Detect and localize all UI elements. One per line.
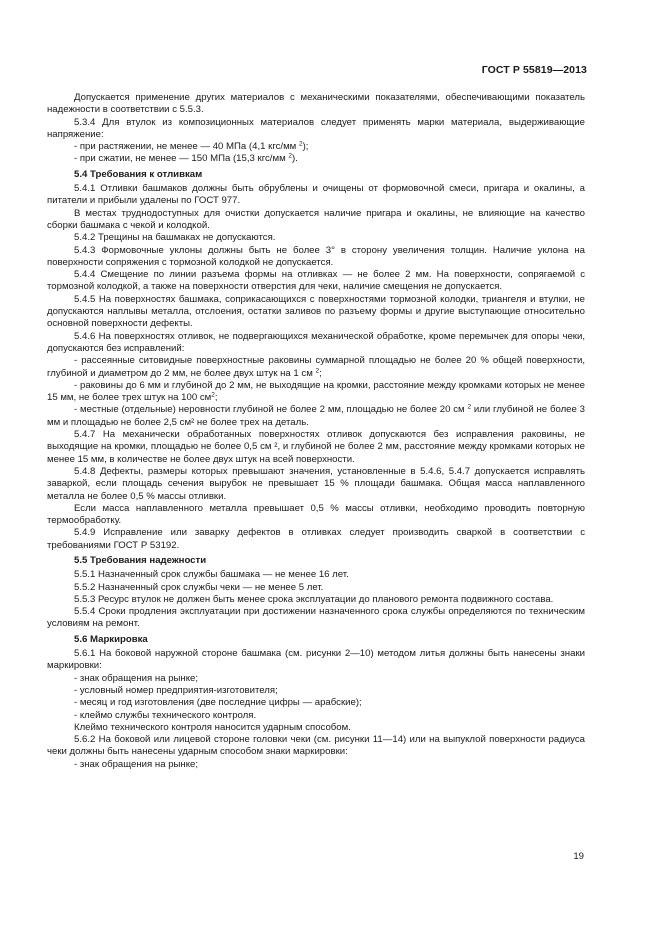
text-run: 5.6.1 На боковой наружной стороне башмака (см. рисунки 2—10) методом литья должны быть нанесены знаки маркировки:: [47, 648, 585, 672]
paragraph: [47, 503, 585, 528]
list-item: [47, 380, 585, 405]
text-run: 5.4.2 Трещины на башмаках не допускаются.: [74, 232, 276, 244]
text-run: - знак обращения на рынке;: [74, 672, 199, 684]
text-run-tail: ;: [214, 392, 218, 404]
paragraph: [47, 208, 585, 233]
paragraph: [47, 331, 585, 356]
paragraph: [47, 594, 585, 606]
text-run: 5.5 Требования надежности: [74, 554, 207, 566]
text-run: - клеймо службы технического контроля.: [74, 709, 257, 721]
list-item: [47, 355, 585, 380]
text-run: 5.6.2 На боковой или лицевой стороне головки чеки (см. рисунки 11—14) или на выпуклой поверхности радиуса чеки должны быть нанесены ударным способом знаки маркировки:: [47, 734, 585, 758]
text-run: 5.4.8 Дефекты, размеры которых превышают значения, установленные в 5.4.6, 5.4.7 допускается исправлять заваркой, если площадь сечения вырубок не превышает 15 % площади башмака. Общая масса наплавленного металла не более 0,5 % массы отливки.: [47, 465, 585, 502]
superscript: 2: [211, 391, 215, 399]
paragraph: [47, 245, 585, 270]
text-run: - раковины до 6 мм и глубиной до 2 мм, не выходящие на кромки, расстояние между кромками которых не менее 15 мм, не более трех штук на 100 см: [47, 379, 585, 404]
text-run: 5.5.3 Ресурс втулок не должен быть менее срока эксплуатации до планового ремонта подвижного состава.: [74, 593, 554, 605]
list-item: [47, 404, 585, 429]
section-heading: [47, 634, 585, 646]
list-item: [47, 141, 585, 153]
paragraph: [47, 582, 585, 594]
paragraph: [47, 722, 585, 734]
section-heading: [47, 555, 585, 567]
text-run: 5.4.7 На механически обработанных поверхностях отливок допускаются без исправления раковины, не выходящие на кромки, площадью не более 0,5 см ², и глубиной не более 2 мм, расстояние между кромками которых не менее 15 мм, в количестве не более двух штук на всей поверхности.: [47, 429, 585, 465]
list-item: [47, 153, 585, 165]
paragraph: [47, 117, 585, 142]
text-run: - при растяжении, не менее — 40 МПа (4,1 кгс/мм: [74, 141, 299, 153]
text-run: Если масса наплавленного металла превышает 0,5 % массы отливки, необходимо проводить повторную термообработку.: [47, 502, 585, 527]
text-run: 5.5.4 Сроки продления эксплуатации при достижении назначенного срока службы определяются по техническим условиям на ремонт.: [47, 606, 585, 630]
text-run: В местах труднодоступных для очистки допускается наличие пригара и окалины, не влияющие на качество сборки башмака с чекой и колодкой.: [47, 207, 585, 231]
text-run: 5.5.1 Назначенный срок службы башмака — не менее 16 лет.: [74, 569, 349, 581]
text-run: - рассеянные ситовидные поверхностные раковины суммарной площадью не более 20 % общей поверхности, глубиной и диаметром до 2 мм, не более двух штук на 1 см: [47, 355, 585, 379]
text-run: 5.4.5 На поверхностях башмака, соприкасающихся с поверхностями тормозной колодки, триангеля и втулки, не допускаются наплывы металла, отслоения, остатки заливов по разъему формы и другие выступающие относительно основной поверхности дефекты.: [47, 293, 585, 330]
text-run-tail: );: [302, 141, 309, 153]
text-run: - местные (отдельные) неровности глубиной не более 2 мм, площадью не более 20 см: [74, 404, 468, 416]
paragraph: [47, 92, 585, 117]
text-run: 5.4 Требования к отливкам: [74, 168, 203, 180]
text-run: 5.4.1 Отливки башмаков должны быть обрублены и очищены от формовочной смеси, пригара и окалины, а питатели и прибыли удалены по ГОСТ 977.: [47, 183, 585, 207]
text-run: 5.4.9 Исправление или заварку дефектов в отливках следует производить сваркой в соответствии с требованиями ГОСТ Р 53192.: [47, 527, 585, 551]
superscript: 2: [467, 403, 472, 411]
list-item: [47, 673, 585, 685]
list-item: [47, 710, 585, 722]
document-code-header: ГОСТ Р 55819—2013: [481, 64, 587, 76]
text-run: - знак обращения на рынке;: [74, 758, 199, 770]
list-item: [47, 685, 585, 697]
text-run: 5.4.6 На поверхностях отливок, не подвергающихся механической обработке, кроме перемычек для опоры чеки, допускаются без исправлений:: [47, 330, 585, 354]
document-body: [47, 92, 585, 771]
paragraph: [47, 527, 585, 552]
text-run: Допускается применение других материалов с механическими показателями, обеспечивающими показатель надежности в соответствии с 5.5.3.: [47, 92, 585, 116]
paragraph: [47, 183, 585, 208]
paragraph: [47, 294, 585, 331]
paragraph: [47, 734, 585, 759]
text-run: 5.3.4 Для втулок из композиционных материалов следует применять марки материала, выдерживающие напряжение:: [47, 116, 585, 140]
paragraph: [47, 648, 585, 673]
superscript: 2: [288, 152, 292, 160]
paragraph: [47, 466, 585, 503]
text-run: - при сжатии, не менее — 150 МПа (15,3 кгс/мм: [74, 153, 289, 165]
superscript: 2: [315, 367, 320, 375]
paragraph: [47, 569, 585, 581]
text-run-tail: ;: [319, 367, 322, 379]
text-run: 5.4.3 Формовочные уклоны должны быть не более 3° в сторону увеличения толщин. Наличие уклона на поверхности сопряжения с тормозной колодкой не допускается.: [47, 244, 585, 268]
text-run-tail: ).: [291, 153, 298, 165]
text-run: 5.5.2 Назначенный срок службы чеки — не менее 5 лет.: [74, 581, 324, 593]
text-run: Клеймо технического контроля наносится ударным способом.: [74, 721, 351, 733]
text-run: 5.6 Маркировка: [74, 633, 148, 645]
paragraph: [47, 606, 585, 631]
paragraph: [47, 232, 585, 244]
text-run: 5.4.4 Смещение по линии разъема формы на отливках — не более 2 мм. На поверхности, сопрягаемой с тормозной колодкой, а также на поверхности отверстия для чеки, наличие смещения не допускается.: [47, 269, 585, 293]
text-run-tail: или глубиной не более 3 мм и площадью не более 2,5 см² не более трех на деталь.: [47, 404, 585, 428]
text-run: - месяц и год изготовления (две последние цифры — арабские);: [74, 697, 362, 709]
superscript: 2: [298, 140, 303, 148]
paragraph: [47, 429, 585, 466]
list-item: [47, 759, 585, 771]
paragraph: [47, 269, 585, 294]
page-number: 19: [573, 851, 584, 862]
section-heading: [47, 169, 585, 181]
list-item: [47, 697, 585, 709]
text-run: - условный номер предприятия-изготовителя;: [74, 684, 278, 696]
